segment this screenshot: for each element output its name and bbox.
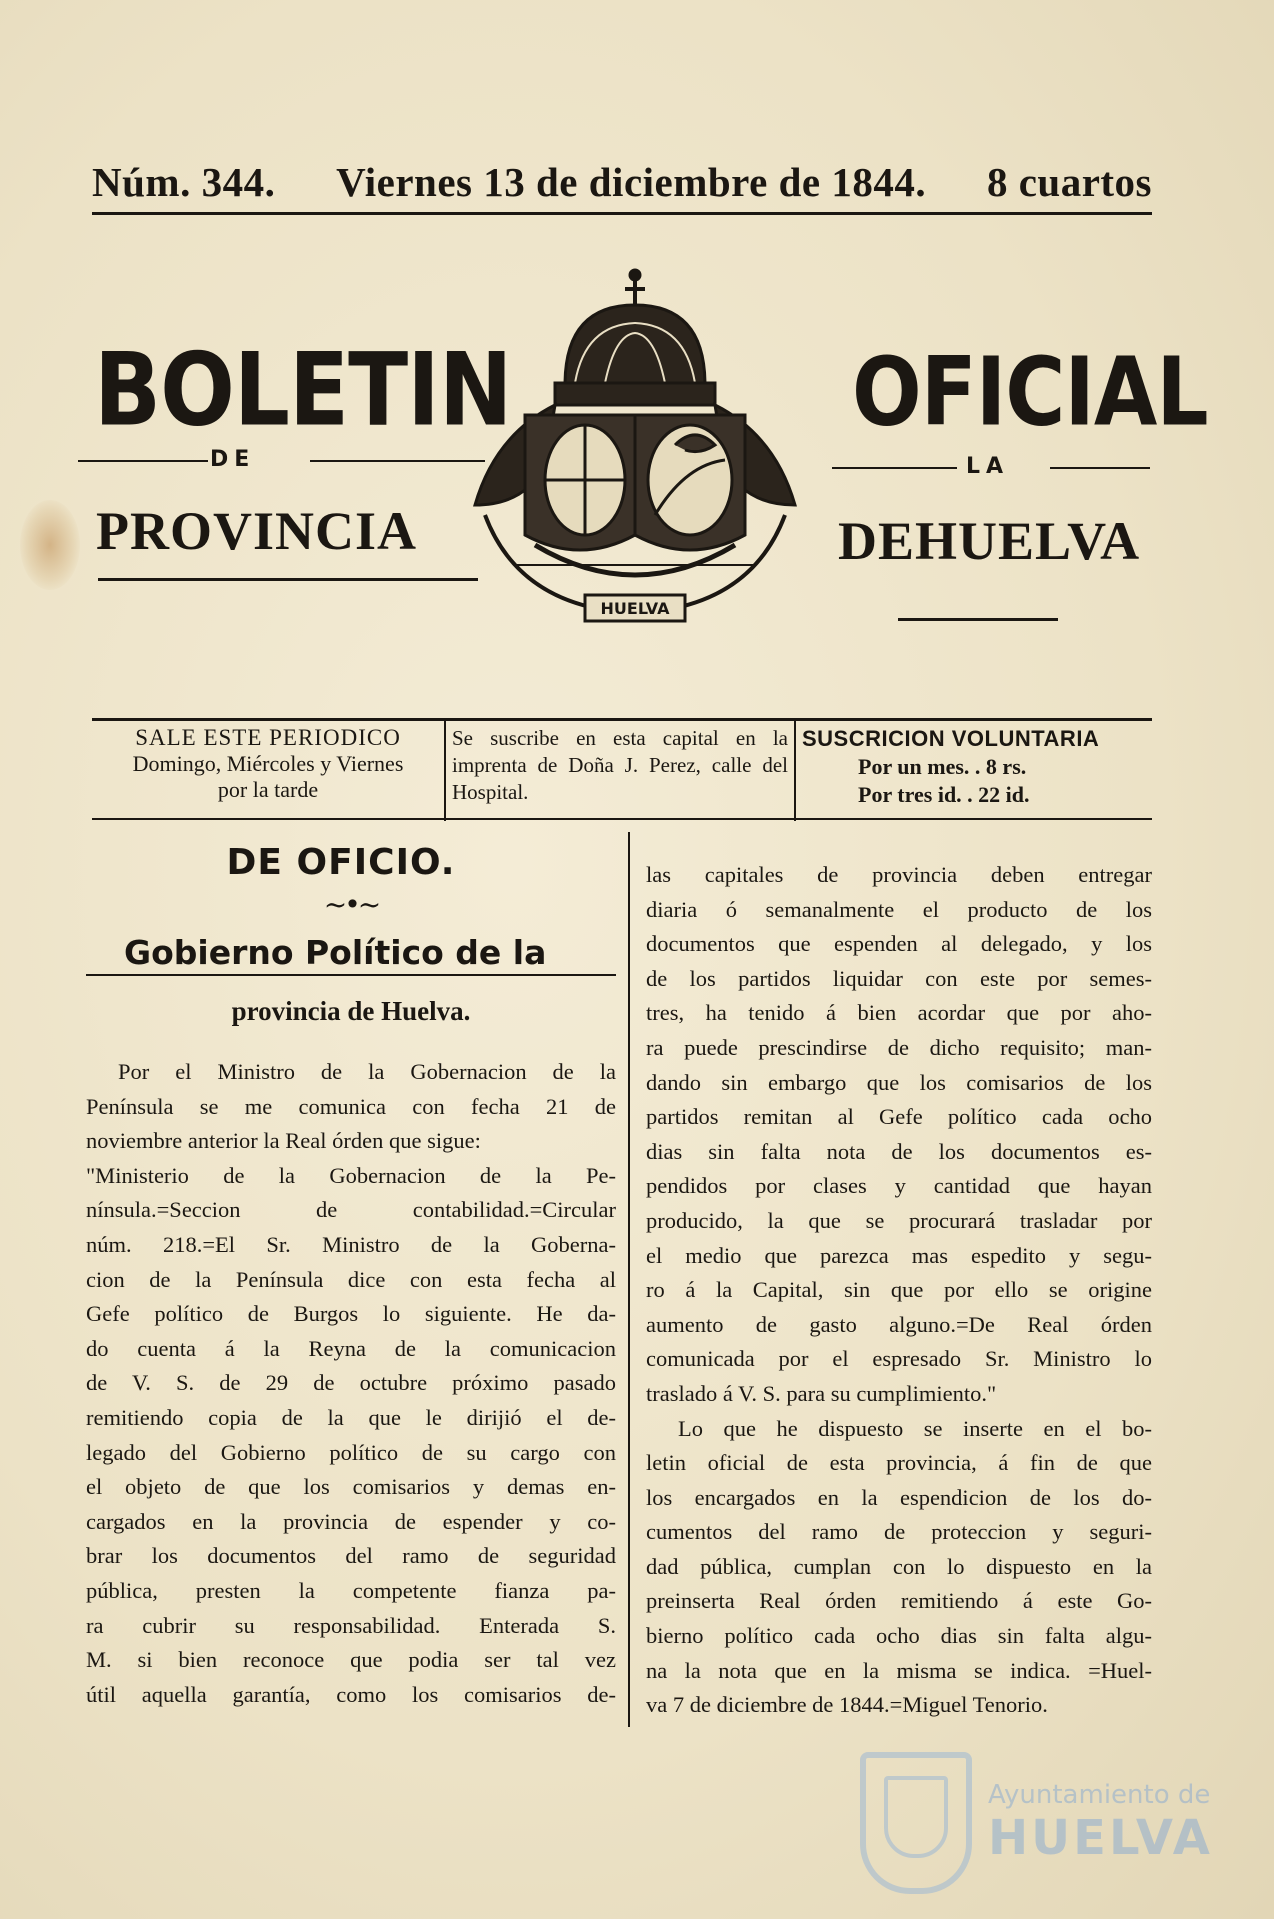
masthead-dehuelva: DEHUELVA: [838, 511, 1141, 571]
paper-stain: [20, 500, 80, 590]
text-line: nínsula.=Seccion de contabilidad.=Circular: [86, 1197, 616, 1223]
section-title: DE OFICIO.: [226, 842, 456, 883]
royal-crest-icon: [455, 265, 815, 635]
masthead-de: DE: [210, 447, 256, 472]
issue-date: Viernes 13 de diciembre de 1844.: [336, 159, 927, 205]
text-line: na la nota que en la misma se indica. =Huel-: [646, 1657, 1152, 1683]
subs-price-month: Por un mes. . 8 rs.: [858, 754, 1027, 779]
text-line: comunicada por el espresado Sr. Ministro lo: [646, 1346, 1152, 1372]
text-line: brar los documentos del ramo de seguridad: [86, 1543, 616, 1569]
text-line: cion de la Península dice con esta fecha al: [86, 1266, 616, 1292]
text-line: Por el Ministro de la Gobernacion de la: [118, 1059, 616, 1084]
subs-schedule: [92, 721, 444, 821]
text-line: tres, ha tenido á bien acordar que por aho-: [646, 1000, 1152, 1026]
right-column: [646, 858, 1152, 1723]
text-line: documentos que espenden al delegado, y los: [646, 931, 1152, 957]
subs-prices: [794, 721, 1152, 821]
text-line: de los partidos liquidar con este por semes-: [646, 965, 1152, 991]
text-line: núm. 218.=El Sr. Ministro de la Goberna-: [86, 1231, 616, 1257]
text-line: cumentos del ramo de proteccion y seguri-: [646, 1519, 1152, 1545]
city-shield-icon: [860, 1752, 972, 1894]
masthead-la: LA: [966, 454, 1010, 479]
subs-price-three: Por tres id. . 22 id.: [858, 782, 1030, 807]
text-line: do cuenta á la Reyna de la comunicacion: [86, 1335, 616, 1361]
masthead-boletin: BOLETIN: [94, 330, 512, 449]
left-column: [86, 842, 616, 1712]
watermark-line1: Ayuntamiento de: [988, 1780, 1211, 1810]
text-line: cargados en la provincia de espender y co-: [86, 1508, 616, 1534]
column-divider: [628, 832, 630, 1727]
text-line: Lo que he dispuesto se inserte en el bo-: [678, 1415, 1152, 1441]
text-line: ra puede prescindirse de dicho requisito; man-: [646, 1034, 1152, 1060]
text-line: dando sin embargo que los comisarios de los: [646, 1069, 1152, 1095]
text-line: producido, la que se procurará trasladar por: [646, 1207, 1152, 1233]
text-line: letin oficial de esta provincia, á fin de que: [646, 1450, 1152, 1476]
issue-header: [92, 158, 1152, 206]
text-line: pública, presten la competente fianza pa-: [86, 1577, 616, 1603]
crest-banner-text: HUELVA: [600, 599, 670, 618]
left-article-text: [86, 1055, 616, 1712]
masthead-rule-right-a: [832, 467, 957, 469]
issue-price: 8 cuartos: [986, 159, 1152, 205]
masthead-provincia: PROVINCIA: [96, 501, 418, 561]
text-line: traslado á V. S. para su cumplimiento.": [646, 1380, 997, 1406]
text-line: el medio que parezca mas espedito y segu-: [646, 1242, 1152, 1268]
text-line: legado del Gobierno político de su cargo con: [86, 1439, 616, 1465]
right-article-text: [646, 858, 1152, 1723]
archive-watermark: [860, 1752, 1213, 1894]
watermark-line2: HUELVA: [988, 1810, 1213, 1866]
subs-bottom-rule: [92, 818, 1152, 820]
text-line: aumento de gasto alguno.=De Real órden: [646, 1311, 1152, 1337]
text-line: diaria ó semanalmente el producto de los: [646, 896, 1152, 922]
text-line: remitiendo copia de la que le dirijió el de-: [86, 1404, 616, 1430]
text-line: dias sin falta nota de los documentos es-: [646, 1138, 1152, 1164]
text-line: noviembre anterior la Real órden que sigue:: [86, 1128, 481, 1154]
issue-number: Núm. 344.: [92, 159, 276, 205]
subs-schedule-time: por la tarde: [217, 777, 319, 802]
subs-where: Se suscribe en esta capital en la imprenta de Doña J. Perez, calle del Hospital.: [444, 721, 794, 821]
text-line: M. si bien reconoce que podia ser tal vez: [86, 1647, 616, 1673]
text-line: útil aquella garantía, como los comisarios de-: [86, 1681, 616, 1707]
text-line: dad pública, cumplan con lo dispuesto en la: [646, 1553, 1152, 1579]
subscription-box: [92, 718, 1152, 821]
masthead-rule-under-right: [898, 618, 1058, 621]
text-line: el objeto de que los comisarios y demas en-: [86, 1474, 616, 1500]
text-line: "Ministerio de la Gobernacion de la Pe-: [86, 1162, 616, 1188]
masthead-oficial: OFICIAL: [852, 338, 1208, 448]
text-line: va 7 de diciembre de 1844.=Miguel Tenorio.: [646, 1692, 1048, 1718]
subs-prices-title: SUSCRICION VOLUNTARIA: [802, 726, 1100, 751]
text-line: partidos remitan al Gefe político cada ocho: [646, 1104, 1152, 1130]
text-line: Gefe político de Burgos lo siguiente. He da-: [86, 1301, 616, 1327]
text-line: Península se me comunica con fecha 21 de: [86, 1093, 616, 1119]
masthead-rule-under-left: [98, 578, 478, 581]
header-rule: [92, 212, 1152, 215]
text-line: ro á la Capital, sin que por ello se origine: [646, 1277, 1152, 1303]
gov-subtitle: provincia de Huelva.: [231, 996, 471, 1026]
masthead-rule-right-b: [1050, 467, 1150, 469]
ornament-icon: ~•~: [323, 888, 379, 921]
text-line: ra cubrir su responsabilidad. Enterada S.: [86, 1612, 616, 1638]
text-line: las capitales de provincia deben entregar: [646, 862, 1152, 887]
text-line: de V. S. de 29 de octubre próximo pasado: [86, 1370, 616, 1396]
subs-schedule-days: Domingo, Miércoles y Viernes: [132, 751, 404, 776]
text-line: los encargados en la espendicion de los do-: [646, 1484, 1152, 1510]
subs-schedule-title: SALE ESTE PERIODICO: [135, 725, 401, 750]
gov-title: Gobierno Político de la: [86, 933, 616, 976]
text-line: bierno político cada ocho dias sin falta algu-: [646, 1623, 1152, 1649]
text-line: pendidos por clases y cantidad que hayan: [646, 1173, 1152, 1199]
text-line: preinserta Real órden remitiendo á este Go-: [646, 1588, 1152, 1614]
masthead-rule-left-a: [78, 460, 208, 462]
